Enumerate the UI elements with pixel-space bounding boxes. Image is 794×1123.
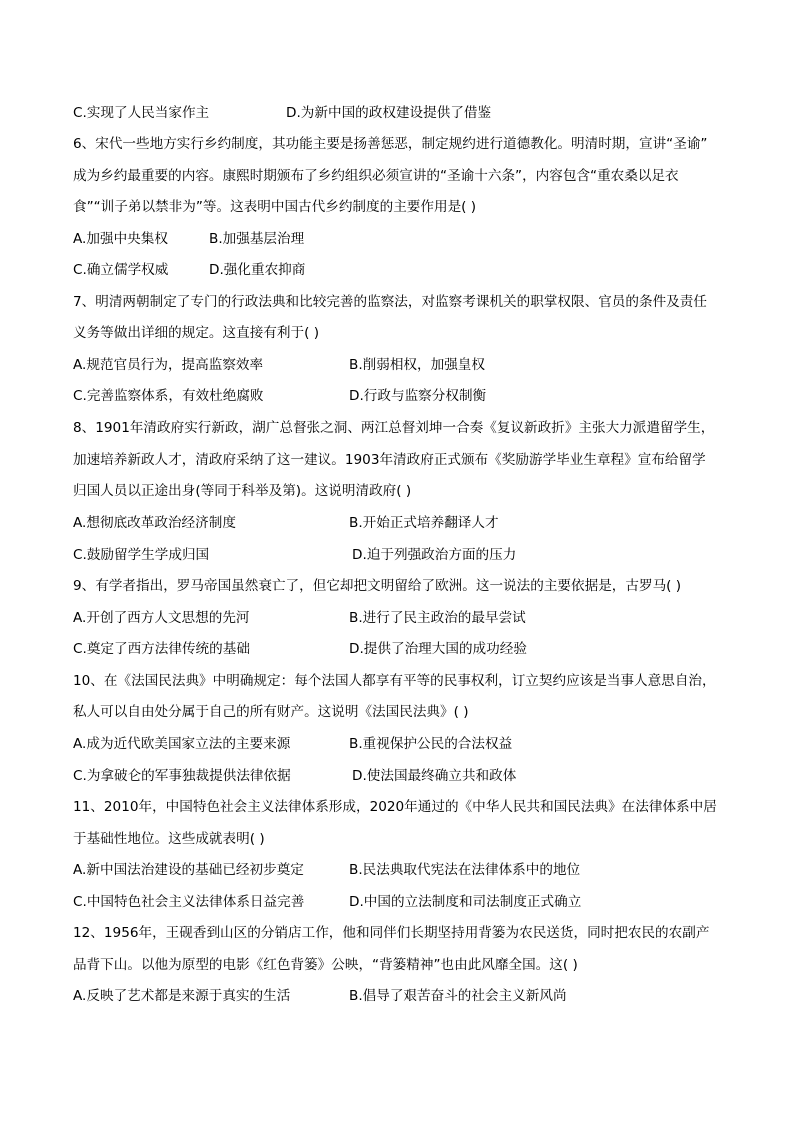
- option-q11-a: A.新中国法治建设的基础已经初步奠定: [73, 862, 304, 878]
- option-q7-d: D.行政与监察分权制衡: [349, 388, 487, 404]
- option-q7-b: B.削弱相权，加强皇权: [349, 357, 485, 373]
- question-12-stem-line-2: 品背下山。以他为原型的电影《红色背篓》公映，“背篓精神”也由此风靡全国。这( ): [73, 957, 578, 973]
- question-6-stem-line-3: 食”“训子弟以禁非为”等。这表明中国古代乡约制度的主要作用是( ): [73, 199, 477, 215]
- option-q6-c: C.确立儒学权威: [73, 262, 169, 278]
- question-8-stem-line-3: 归国人员以正途出身(等同于科举及第)。这说明清政府( ): [73, 483, 412, 499]
- option-q8-a: A.想彻底改革政治经济制度: [73, 515, 236, 531]
- option-q10-d: D.使法国最终确立共和政体: [352, 768, 517, 784]
- question-8-stem-line-1: 8、1901年清政府实行新政，湖广总督张之洞、两江总督刘坤一合奏《复议新政折》主张大力派遣留学生，: [73, 420, 715, 436]
- option-q9-c: C.奠定了西方法律传统的基础: [73, 641, 250, 657]
- option-q5-d: D.为新中国的政权建设提供了借鉴: [286, 105, 492, 121]
- option-q9-d: D.提供了治理大国的成功经验: [349, 641, 527, 657]
- option-q6-a: A.加强中央集权: [73, 231, 168, 247]
- question-10-stem-line-2: 私人可以自由处分属于自己的所有财产。这说明《法国民法典》( ): [73, 704, 469, 720]
- option-q7-c: C.完善监察体系，有效杜绝腐败: [73, 388, 264, 404]
- option-q12-a: A.反映了艺术都是来源于真实的生活: [73, 988, 291, 1004]
- option-q7-a: A.规范官员行为，提高监察效率: [73, 357, 264, 373]
- question-11-stem-line-1: 11、2010年，中国特色社会主义法律体系形成，2020年通过的《中华人民共和国民法典》在法律体系中居: [73, 799, 717, 815]
- option-q9-a: A.开创了西方人文思想的先河: [73, 610, 250, 626]
- option-q9-b: B.进行了民主政治的最早尝试: [349, 610, 526, 626]
- option-q8-b: B.开始正式培养翻译人才: [349, 515, 499, 531]
- question-6-stem-line-1: 6、宋代一些地方实行乡约制度，其功能主要是扬善惩恶，制定规约进行道德教化。明清时期，宣讲“圣谕”: [73, 136, 708, 152]
- option-q11-b: B.民法典取代宪法在法律体系中的地位: [349, 862, 581, 878]
- option-q11-d: D.中国的立法制度和司法制度正式确立: [349, 894, 582, 910]
- option-q5-c: C.实现了人民当家作主: [73, 105, 210, 121]
- question-12-stem-line-1: 12、1956年，王砚香到山区的分销店工作，他和同伴们长期坚持用背篓为农民送货，同时把农民的农副产: [73, 925, 710, 941]
- question-9-stem-line-1: 9、有学者指出，罗马帝国虽然衰亡了，但它却把文明留给了欧洲。这一说法的主要依据是，古罗马( ): [73, 578, 682, 594]
- option-q10-a: A.成为近代欧美国家立法的主要来源: [73, 736, 291, 752]
- option-q6-b: B.加强基层治理: [209, 231, 305, 247]
- option-q8-c: C.鼓励留学生学成归国: [73, 547, 210, 563]
- option-q6-d: D.强化重农抑商: [209, 262, 306, 278]
- option-q8-d: D.迫于列强政治方面的压力: [352, 547, 517, 563]
- question-11-stem-line-2: 于基础性地位。这些成就表明( ): [73, 831, 265, 847]
- option-q10-c: C.为拿破仑的军事独裁提供法律依据: [73, 768, 291, 784]
- option-q11-c: C.中国特色社会主义法律体系日益完善: [73, 894, 305, 910]
- question-7-stem-line-1: 7、明清两朝制定了专门的行政法典和比较完善的监察法，对监察考课机关的职掌权限、官员的条件及责任: [73, 294, 707, 310]
- option-q12-b: B.倡导了艰苦奋斗的社会主义新风尚: [349, 988, 567, 1004]
- question-8-stem-line-2: 加速培养新政人才，清政府采纳了这一建议。1903年清政府正式颁布《奖励游学毕业生章程》宣布给留学: [73, 452, 706, 468]
- question-6-stem-line-2: 成为乡约最重要的内容。康熙时期颁布了乡约组织必须宣讲的“圣谕十六条”，内容包含“重农桑以足衣: [73, 168, 679, 184]
- question-7-stem-line-2: 义务等做出详细的规定。这直接有利于( ): [73, 325, 320, 341]
- question-10-stem-line-1: 10、在《法国民法典》中明确规定：每个法国人都享有平等的民事权利，订立契约应该是当事人意思自治，: [73, 673, 716, 689]
- option-q10-b: B.重视保护公民的合法权益: [349, 736, 513, 752]
